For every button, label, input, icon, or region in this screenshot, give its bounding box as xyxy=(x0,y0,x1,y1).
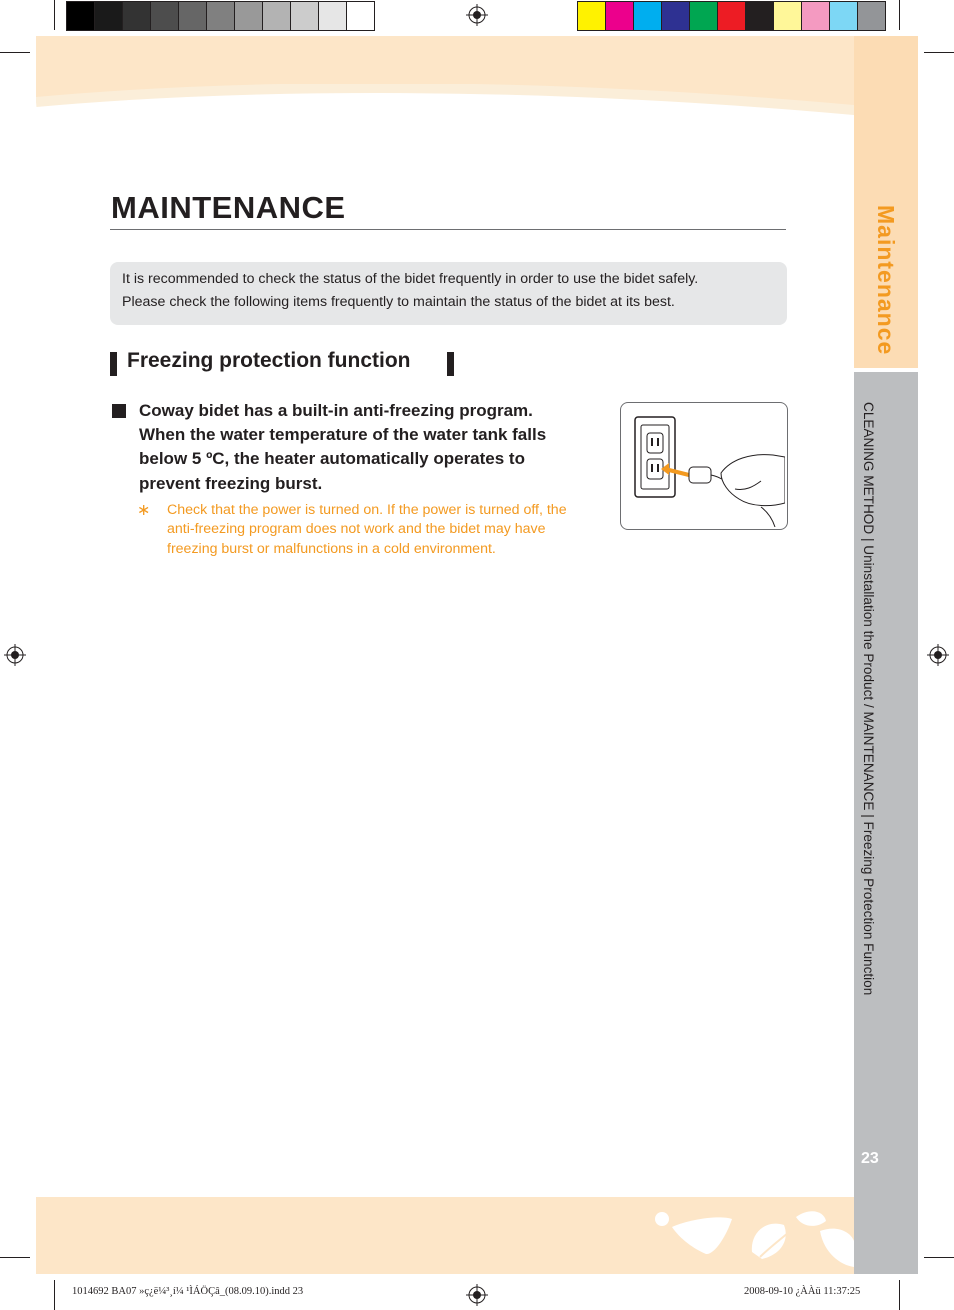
crop-mark xyxy=(0,1257,30,1258)
color-swatch xyxy=(662,2,690,30)
color-swatch xyxy=(746,2,774,30)
note-line: Check that the power is turned on. If the power is turned off, the xyxy=(167,502,567,518)
page-title: MAINTENANCE xyxy=(111,190,346,225)
color-swatch xyxy=(802,2,830,30)
page-number: 23 xyxy=(861,1150,879,1167)
note-line: anti-freezing program does not work and the bidet may have xyxy=(167,521,546,537)
intro-line: Please check the following items frequently to maintain the status of the bidet at its best. xyxy=(122,294,675,310)
note-line: freezing burst or malfunctions in a cold environment. xyxy=(167,541,496,557)
color-swatch xyxy=(606,2,634,30)
color-swatch xyxy=(291,2,319,30)
power-outlet-plug-icon xyxy=(621,403,785,527)
leaf-ornament-icon xyxy=(650,1197,854,1274)
crop-mark xyxy=(899,0,900,30)
color-swatch xyxy=(123,2,151,30)
section-tab-label: Maintenance xyxy=(873,205,899,356)
registration-mark-icon xyxy=(466,1284,488,1306)
slug-timestamp: 2008-09-10 ¿ÀÀü 11:37:25 xyxy=(744,1286,861,1297)
heading-bar-right xyxy=(447,352,454,376)
registration-mark-icon xyxy=(927,644,949,666)
registration-mark-icon xyxy=(4,644,26,666)
color-swatch xyxy=(690,2,718,30)
color-swatch xyxy=(718,2,746,30)
crop-mark xyxy=(924,52,954,53)
color-swatch xyxy=(578,2,606,30)
color-swatch xyxy=(67,2,95,30)
color-swatch xyxy=(207,2,235,30)
color-swatch xyxy=(774,2,802,30)
color-swatch xyxy=(634,2,662,30)
bullet-line: prevent freezing burst. xyxy=(139,474,323,493)
color-swatch xyxy=(347,2,374,30)
bullet-line: Coway bidet has a built-in anti-freezing program. xyxy=(139,401,533,420)
title-divider xyxy=(110,229,786,230)
heading-bar-left xyxy=(110,352,117,376)
bullet-line: below 5 ºC, the heater automatically operates to xyxy=(139,449,525,468)
color-swatch xyxy=(95,2,123,30)
crop-mark xyxy=(899,1280,900,1310)
color-swatch xyxy=(858,2,885,30)
color-swatch xyxy=(235,2,263,30)
color-swatch xyxy=(179,2,207,30)
registration-mark-icon xyxy=(466,4,488,26)
section-heading: Freezing protection function xyxy=(127,349,411,372)
gray-color-bar xyxy=(66,1,375,31)
note-asterisk-icon: ∗ xyxy=(137,500,151,519)
color-swatch xyxy=(319,2,347,30)
crop-mark xyxy=(54,0,55,30)
crop-mark xyxy=(924,1257,954,1258)
crop-mark xyxy=(54,1280,55,1310)
color-swatch xyxy=(263,2,291,30)
slug-file-info: 1014692 BA07 »ç¿ë¼³¸í¼ ¹ÌÁÖÇâ_(08.09.10).indd 23 xyxy=(72,1286,304,1297)
crop-mark xyxy=(0,52,30,53)
intro-line: It is recommended to check the status of the bidet frequently in order to use the bidet safely. xyxy=(122,271,699,287)
bullet-square-icon xyxy=(112,404,126,418)
breadcrumb: CLEANING METHOD | Uninstallation the Product / MAINTENANCE | Freezing Protection Function xyxy=(861,402,876,996)
bullet-line: When the water temperature of the water tank falls xyxy=(139,425,547,444)
header-curve xyxy=(36,84,896,174)
color-swatch xyxy=(151,2,179,30)
process-color-bar xyxy=(577,1,886,31)
color-swatch xyxy=(830,2,858,30)
